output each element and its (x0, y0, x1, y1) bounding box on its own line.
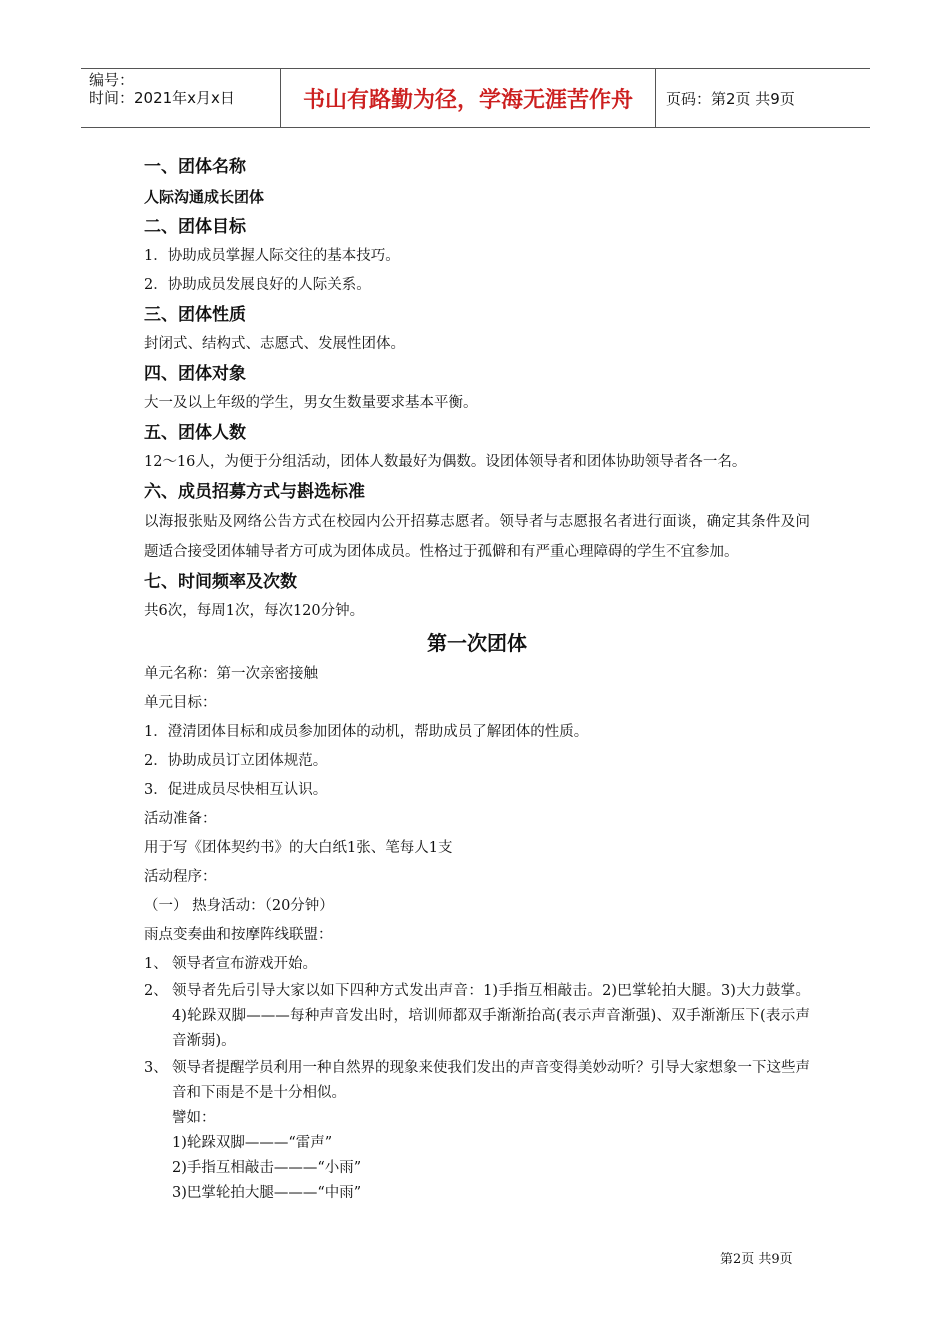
document-body (144, 152, 810, 1206)
prep-label: 活动准备： (144, 811, 217, 827)
step-number: 3、 (144, 1060, 168, 1076)
unit-name: 单元名称：第一次亲密接触 (144, 666, 318, 682)
group-name: 人际沟通成长团体 (144, 188, 265, 206)
section-text: 封闭式、结构式、志愿式、发展性团体。 (144, 336, 405, 352)
step-number: 1、 (144, 956, 168, 972)
section-heading: 三、团体性质 (144, 305, 246, 325)
section-heading: 五、团体人数 (144, 423, 246, 443)
procedure-step (144, 979, 810, 1054)
section-heading: 四、团体对象 (144, 364, 246, 384)
header-meta (81, 69, 281, 127)
procedure-label: 活动程序： (144, 869, 217, 885)
prep-text: 用于写《团体契约书》的大白纸1张、笔每人1支 (144, 840, 453, 856)
session-title: 第一次团体 (427, 631, 527, 655)
step-text: 领导者先后引导大家以如下四种方式发出声音：1)手指互相敲击。2)巴掌轮拍大腿。3)大力鼓掌。4)轮跺双脚———每种声音发出时，培训师都双手渐渐抬高(表示声音渐强)、双手渐渐压下(表示声音渐弱)。 (172, 983, 810, 1049)
section-paragraph: 以海报张贴及网络公告方式在校园内公开招募志愿者。领导者与志愿报名者进行面谈，确定其条件及问题适合接受团体辅导者方可成为团体成员。性格过于孤僻和有严重心理障碍的学生不宜参加。 (144, 514, 810, 560)
goal-item: 2．协助成员发展良好的人际关系。 (144, 277, 371, 293)
section-heading: 一、团体名称 (144, 157, 246, 177)
example-item: 2)手指互相敲击———“小雨” (172, 1160, 362, 1176)
procedure-step (144, 952, 810, 977)
step-text: 领导者宣布游戏开始。 (172, 956, 317, 972)
warmup-heading: （一） 热身活动：（20分钟） (144, 898, 334, 914)
page-label: 页码：第2页 共9页 (666, 89, 795, 108)
time-label: 时间：2021年x月x日 (89, 89, 235, 107)
page-header (81, 68, 870, 128)
section-text: 大一及以上年级的学生，男女生数量要求基本平衡。 (144, 395, 478, 411)
unit-goal-label: 单元目标： (144, 695, 217, 711)
section-heading: 七、时间频率及次数 (144, 572, 297, 592)
game-name: 雨点变奏曲和按摩阵线联盟： (144, 927, 333, 943)
section-heading: 六、成员招募方式与斟选标准 (144, 482, 365, 502)
step-number: 2、 (144, 983, 168, 999)
section-text: 12～16人，为便于分组活动，团体人数最好为偶数。设团体领导者和团体协助领导者各一名。 (144, 454, 747, 470)
unit-goal-item: 2．协助成员订立团体规范。 (144, 753, 328, 769)
number-label: 编号： (89, 71, 135, 89)
example-label: 譬如： (172, 1110, 216, 1126)
procedure-step (144, 1056, 810, 1106)
example-item: 3)巴掌轮拍大腿———“中雨” (172, 1185, 362, 1201)
motto: 书山有路勤为径，学海无涯苦作舟 (281, 69, 656, 127)
page-footer: 第2页 共9页 (720, 1252, 793, 1267)
section-text: 共6次，每周1次，每次120分钟。 (144, 603, 365, 619)
section-heading: 二、团体目标 (144, 217, 246, 237)
goal-item: 1．协助成员掌握人际交往的基本技巧。 (144, 248, 400, 264)
unit-goal-item: 1．澄清团体目标和成员参加团体的动机，帮助成员了解团体的性质。 (144, 724, 589, 740)
example-item: 1)轮跺双脚———“雷声” (172, 1135, 333, 1151)
step-text: 领导者提醒学员利用一种自然界的现象来使我们发出的声音变得美妙动听？引导大家想象一下这些声音和下雨是不是十分相似。 (172, 1060, 810, 1101)
unit-goal-item: 3．促进成员尽快相互认识。 (144, 782, 328, 798)
